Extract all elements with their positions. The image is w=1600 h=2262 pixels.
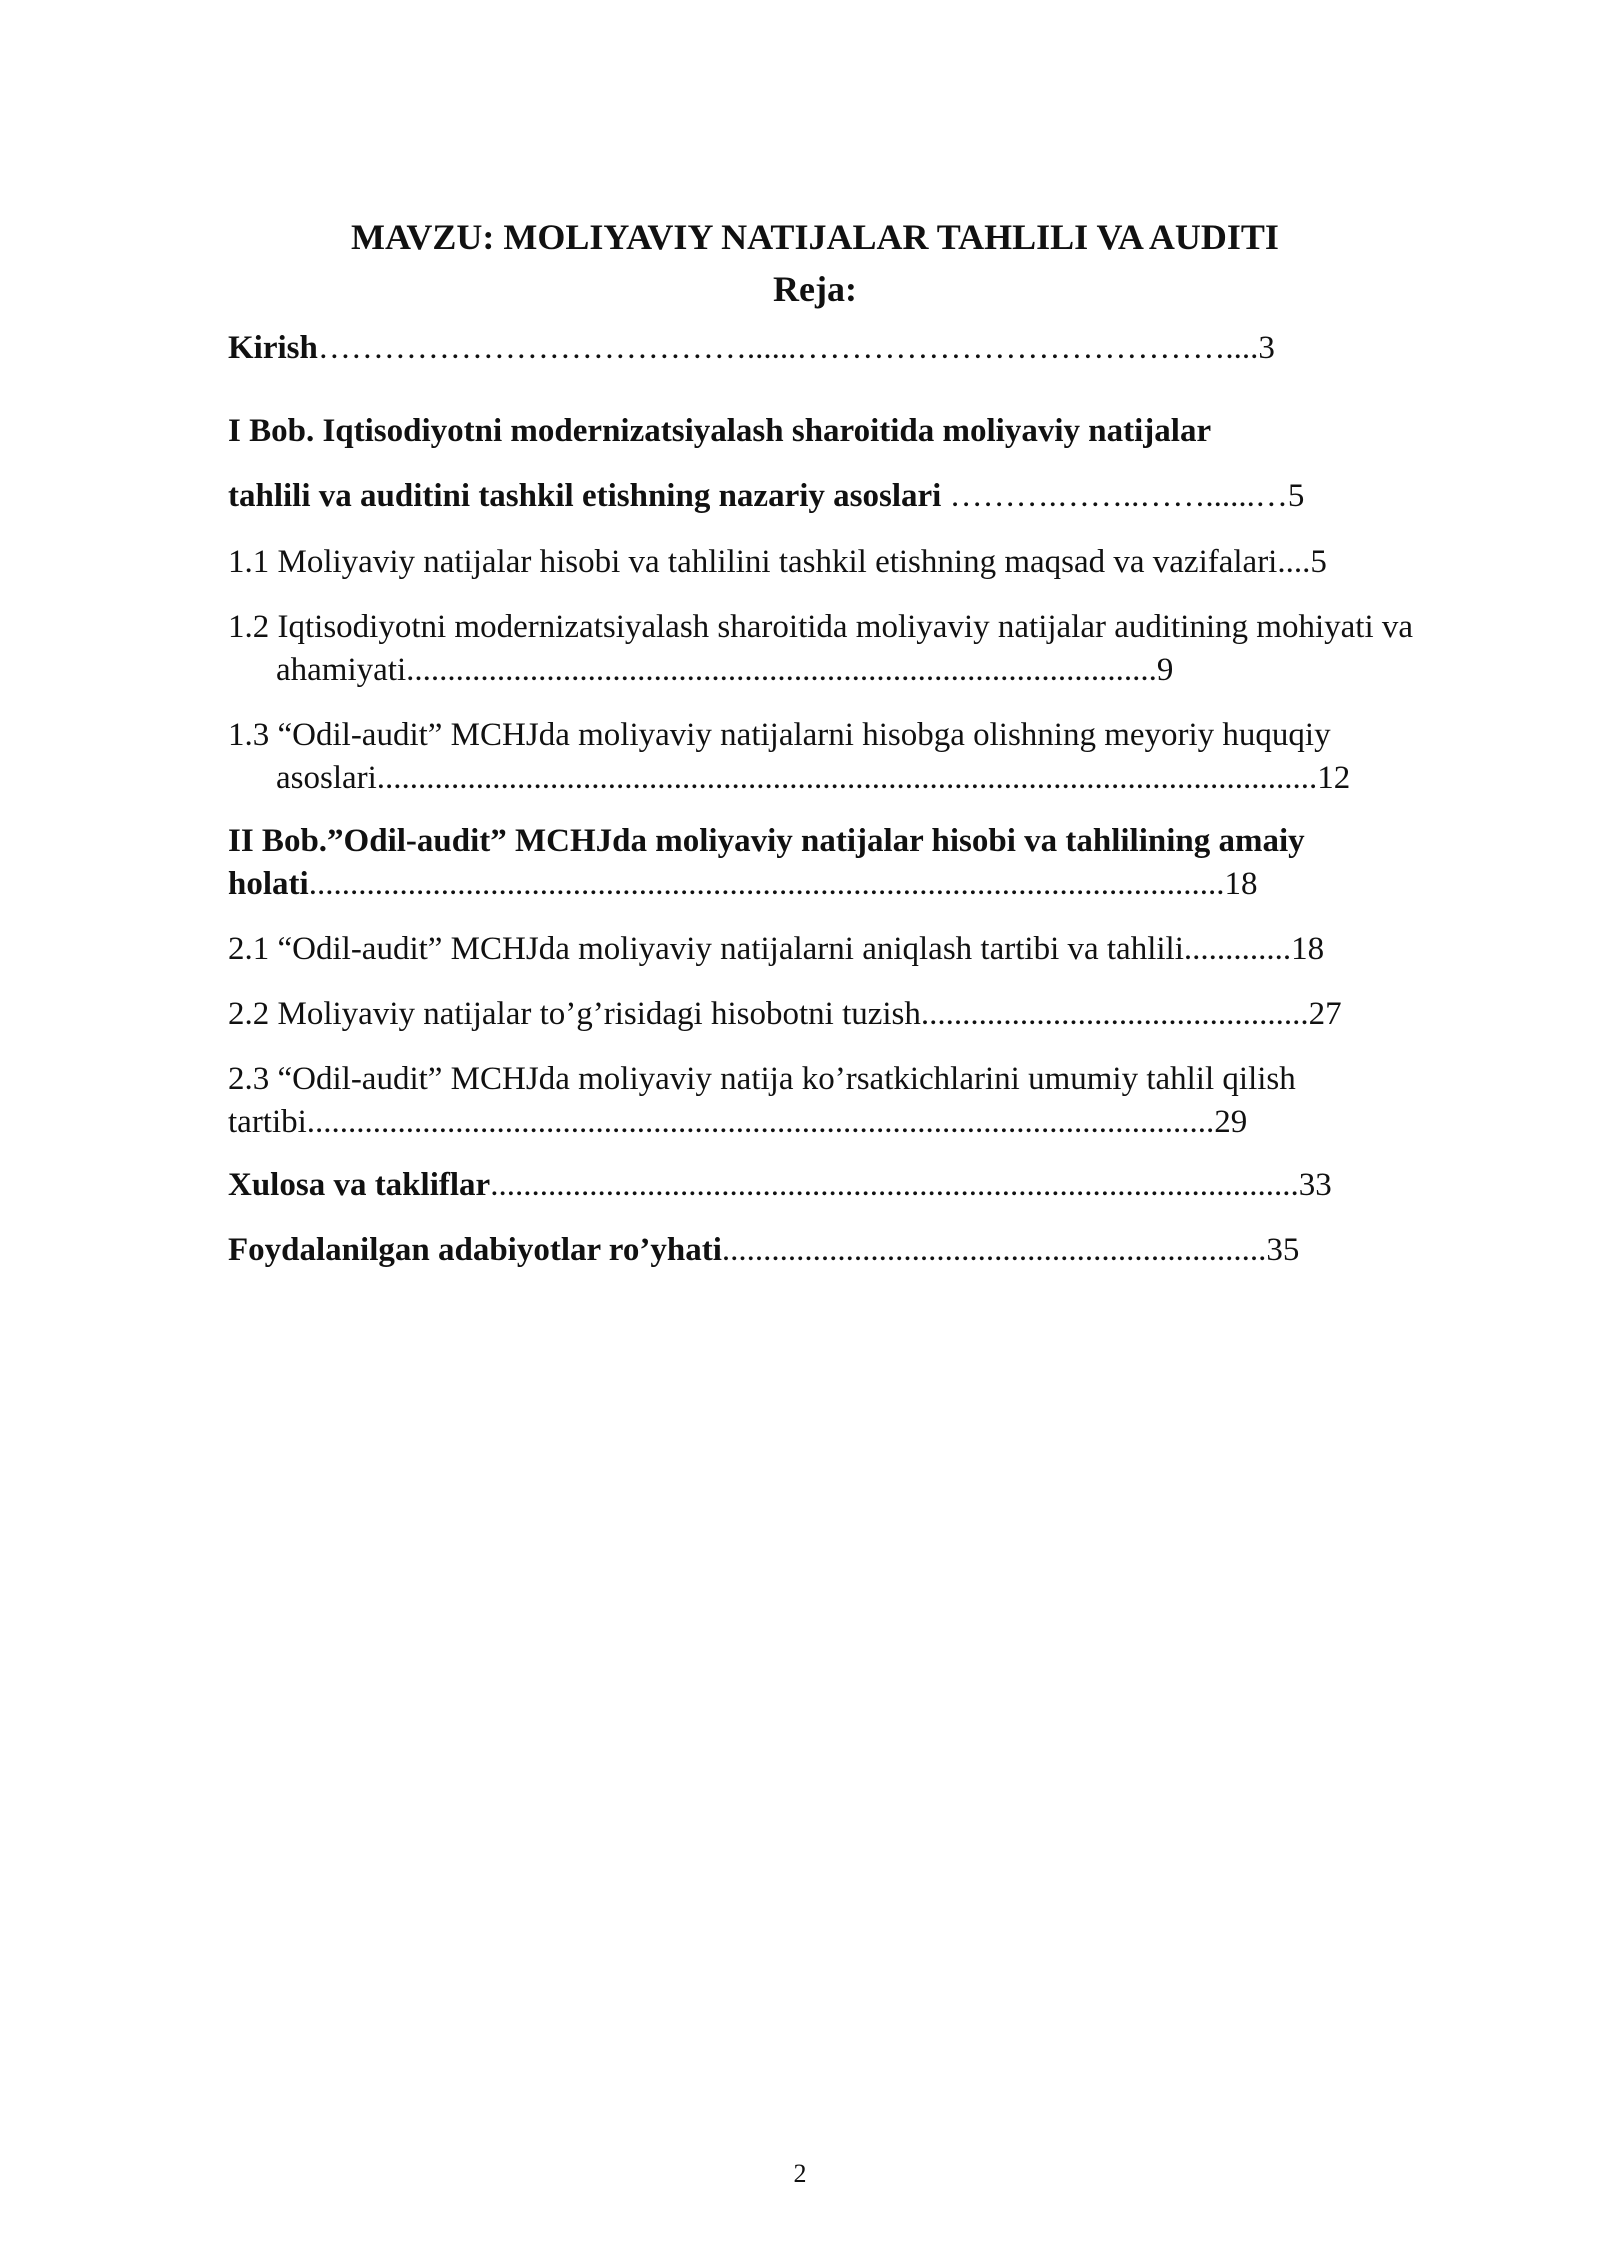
plan-heading: Reja: — [773, 269, 857, 309]
toc-entry-chapter-2 — [228, 820, 1508, 906]
toc-entry-references — [228, 1229, 1508, 1272]
toc-entry-section-2-2: 2.2 Moliyaviy natijalar to’g’risidagi hisobotni tuzish...............................................27 — [228, 996, 1342, 1032]
document-title: MAVZU: MOLIYAVIY NATIJALAR TAHLILI VA AUDITI — [351, 217, 1279, 257]
toc-page-number: 18 — [1224, 866, 1258, 902]
toc-leader: ............................................................................................................... — [308, 866, 1225, 902]
toc-entry-chapter-1 — [228, 410, 1508, 518]
toc-leader: .................................................................. — [721, 1232, 1267, 1268]
toc-leader: .................................................................................................. — [490, 1167, 1299, 1203]
toc-leader: …………………………………......………………………………….... — [317, 330, 1259, 366]
table-of-contents — [228, 327, 1508, 1272]
toc-entry-kirish — [228, 327, 1508, 370]
toc-leader: ……….……..……......… — [941, 478, 1288, 514]
toc-entry-section-2-3: 2.3 “Odil-audit” MCHJda moliyaviy natija ko’rsatkichlarini umumiy tahlil qilish tartibi..............................................................................................................29 — [228, 1061, 1296, 1140]
toc-entry-conclusion — [228, 1164, 1508, 1207]
toc-page-number: 5 — [1287, 478, 1305, 514]
toc-entry-section-1-1: 1.1 Moliyaviy natijalar hisobi va tahlilini tashkil etishning maqsad va vazifalari....5 — [228, 544, 1327, 580]
toc-page-number: 33 — [1298, 1167, 1332, 1203]
toc-entry-label: Xulosa va takliflar — [228, 1167, 491, 1203]
toc-page-number: 35 — [1266, 1232, 1300, 1268]
toc-entry-label: Kirish — [228, 330, 318, 366]
toc-entry-label-line-1: I Bob. Iqtisodiyotni modernizatsiyalash sharoitida moliyaviy natijalar — [228, 413, 1212, 449]
toc-page-number: 3 — [1258, 330, 1275, 366]
toc-entry-label: Foydalanilgan adabiyotlar ro’yhati — [228, 1232, 722, 1268]
page-number: 2 — [793, 2159, 807, 2188]
toc-entry-section-1-3: 1.3 “Odil-audit” MCHJda moliyaviy natijalarni hisobga olishning meyoriy huquqiy asoslari..................................................................................................................12 — [228, 717, 1351, 796]
toc-entry-section-2-1: 2.1 “Odil-audit” MCHJda moliyaviy natijalarni aniqlash tartibi va tahlili.............18 — [228, 931, 1325, 967]
toc-entry-label: II Bob.”Odil-audit” MCHJda moliyaviy natijalar hisobi va tahlilining amaiy holati — [228, 823, 1305, 902]
toc-entry-label-line-2: tahlili va auditini tashkil etishning nazariy asoslari — [228, 478, 942, 514]
toc-entry-section-1-2: 1.2 Iqtisodiyotni modernizatsiyalash sharoitida moliyaviy natijalar auditining mohiyati va ahamiyati...........................................................................................9 — [228, 609, 1414, 688]
